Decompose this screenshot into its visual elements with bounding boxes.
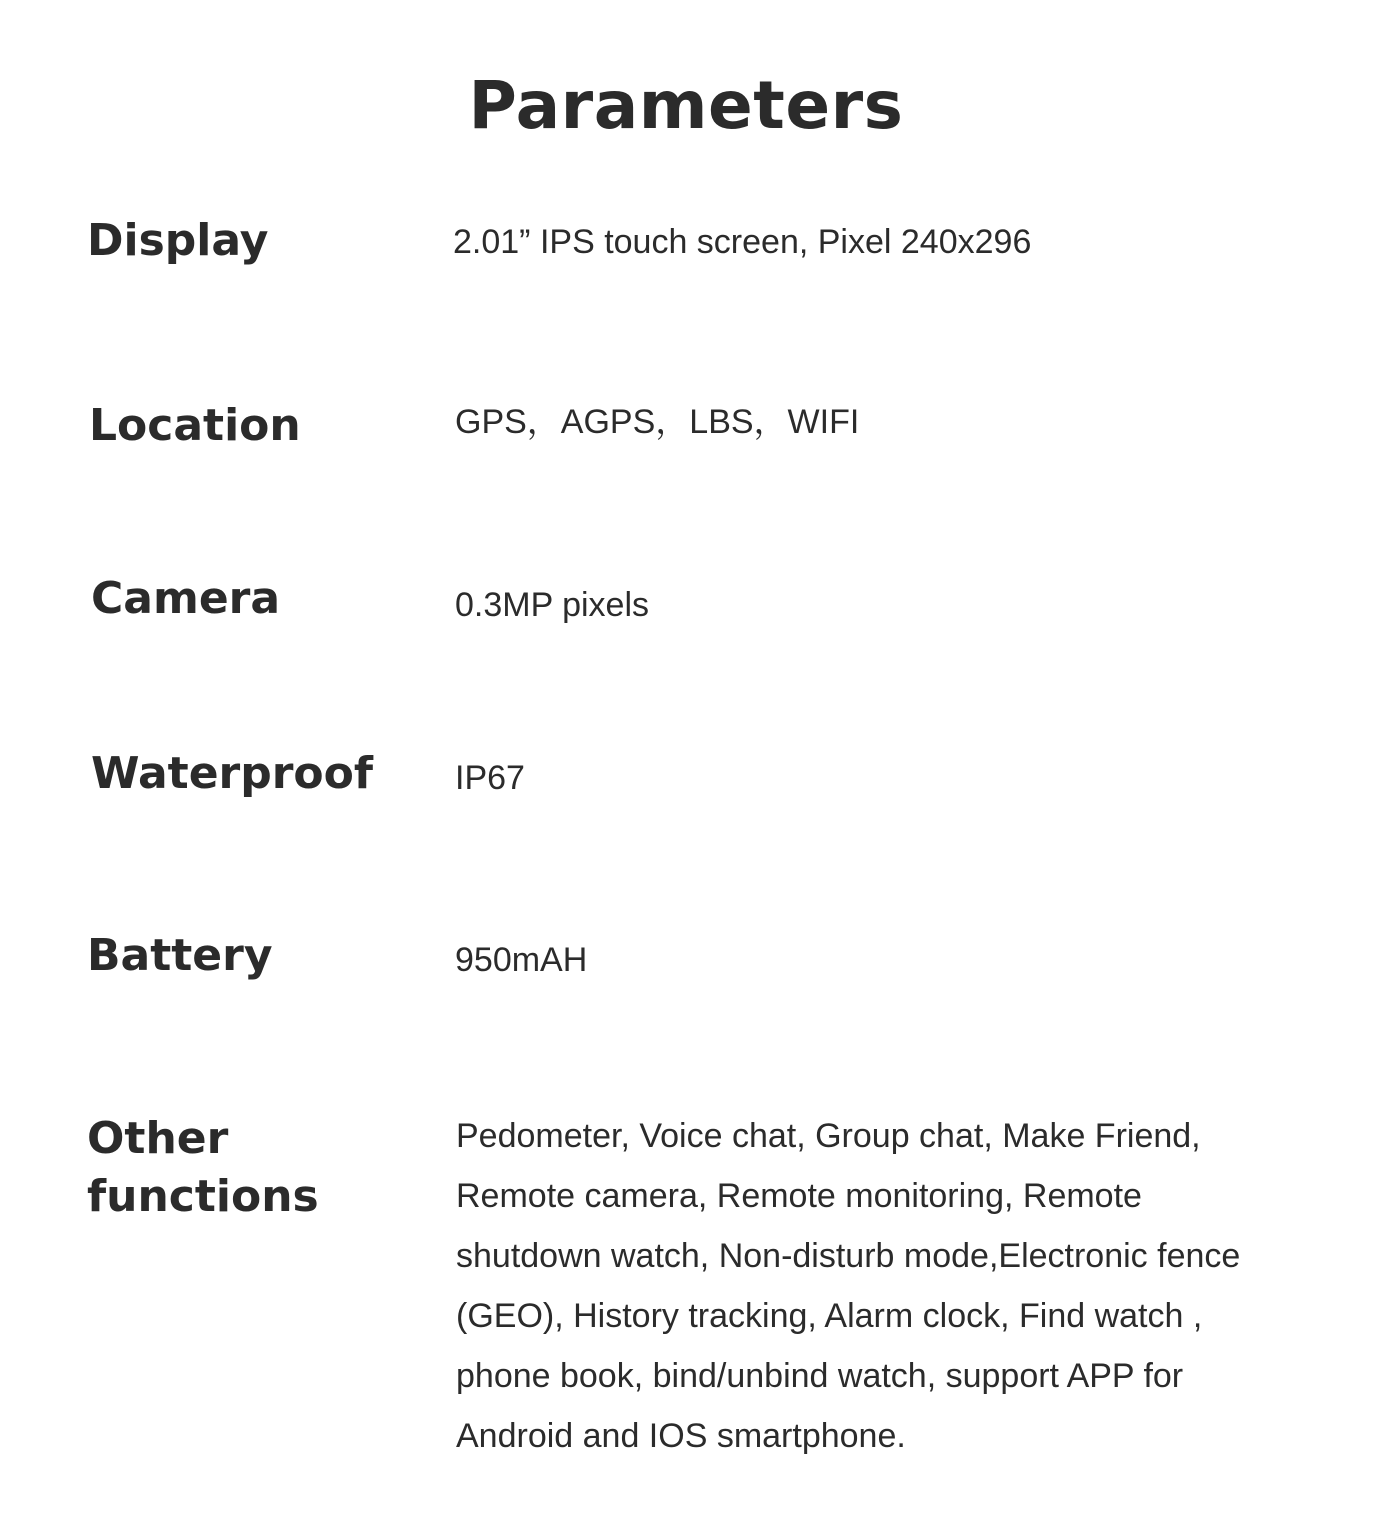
spec-value: IP67 [455,759,525,797]
spec-label: Location [89,400,301,451]
spec-value: Pedometer, Voice chat, Group chat, Make Friend, Remote camera, Remote monitoring, Remote shutdown watch, Non-disturb mode,Electronic fence (GEO), History tracking, Alarm clock, Find watch , phone book, bind/unbind watch, support APP for Android and IOS smartphone. [456,1117,1241,1455]
spec-value: 950mAH [455,941,588,979]
spec-value: GPS，AGPS，LBS，WIFI [455,403,860,441]
spec-label: Camera [91,573,281,624]
spec-label: Waterproof [91,748,374,799]
spec-label: Battery [87,930,273,981]
spec-label: Other functions [87,1113,319,1222]
spec-value: 2.01” IPS touch screen, Pixel 240x296 [453,223,1032,261]
page-title: Parameters [468,67,904,144]
spec-label: Display [87,215,269,266]
spec-value: 0.3MP pixels [455,586,650,624]
